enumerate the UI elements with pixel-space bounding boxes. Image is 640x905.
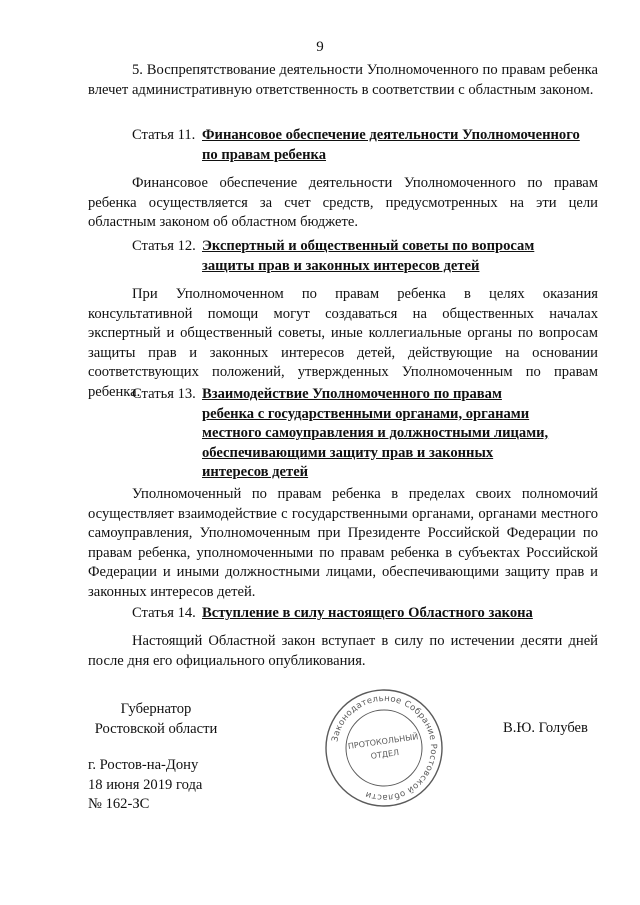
governor-position	[88, 700, 224, 739]
article-11-title	[202, 126, 602, 165]
article-14-title-line: Вступление в силу настоящего Областного закона	[202, 605, 533, 621]
article-13-title-line: обеспечивающими защиту прав и законных	[202, 444, 494, 461]
seal-ring-textpath: Законодательное Собрание Ростовской области	[330, 693, 439, 803]
article-11-text: Финансовое обеспечение деятельности Уполномоченного по правам ребенка осуществляется за счет средств, предусмотренных на эти цели областным законом об областном бюджете.	[88, 175, 598, 230]
article-14-title	[202, 604, 602, 624]
seal-outer-ring	[326, 690, 442, 806]
article-13-title-line: интересов детей	[202, 464, 309, 480]
position-line: Губернатор	[120, 701, 192, 717]
article-14-heading	[132, 604, 602, 624]
article-12-title-line: Экспертный и общественный советы по вопросам	[202, 238, 535, 254]
article-13-text: Уполномоченный по правам ребенка в пределах своих полномочий осуществляет взаимодействие с государственными органами, органами местного самоуправления, Уполномоченным при Президенте Российской Федерации по правам ребенка, уполномоченными по правам ребенка в субъектах Российской Федерации и иными должностными лицами, обеспечивающими защиту прав и законных интересов детей.	[88, 486, 598, 600]
article-12-heading	[132, 237, 602, 276]
article-13-title-line: ребенка с государственными органами, органами	[202, 405, 530, 422]
law-place: г. Ростов-на-Дону	[88, 757, 199, 773]
article-14-label: Статья 14.	[132, 605, 196, 621]
paragraph-5: 5. Воспрепятствование деятельности Уполномоченного по правам ребенка влечет административную ответственность в соответствии с областным законом.	[88, 62, 598, 98]
signatory-name-text: В.Ю. Голубев	[503, 720, 588, 736]
article-13-label: Статья 13.	[132, 386, 196, 402]
article-13-title-line: Взаимодействие Уполномоченного по правам	[202, 386, 502, 402]
law-number: № 162-ЗС	[88, 796, 150, 812]
article-12-title	[202, 237, 602, 276]
article-13-title	[202, 385, 602, 483]
seal-center-line1: ПРОТОКОЛЬНЫЙ	[347, 732, 419, 751]
page-number: 9	[316, 39, 324, 55]
position-line: Ростовской области	[94, 720, 218, 737]
article-11-title-line: Финансовое обеспечение деятельности Уполномоченного	[202, 127, 580, 143]
seal-center-line2: ОТДЕЛ	[370, 747, 400, 761]
article-12-label: Статья 12.	[132, 238, 196, 254]
law-date: 18 июня 2019 года	[88, 776, 203, 793]
article-12-text: При Уполномоченном по правам ребенка в целях оказания консультативной помощи могут создаваться на общественных началах экспертный и общественный советы, иные коллегиальные органы по вопросам защиты прав и законных интересов детей, действующие на основании соответствующих положений, утвержденных Уполномоченным по правам ребенка.	[88, 286, 598, 400]
official-seal	[322, 686, 446, 810]
article-11-label: Статья 11.	[132, 127, 196, 143]
article-11-title-line: по правам ребенка	[202, 146, 327, 163]
signatory-name	[503, 719, 588, 739]
article-14-text: Настоящий Областной закон вступает в силу по истечении десяти дней после дня его официального опубликования.	[88, 633, 598, 669]
article-13-title-line: местного самоуправления и должностными лицами,	[202, 425, 549, 441]
article-13-heading	[132, 385, 602, 483]
article-11-heading	[132, 126, 602, 165]
law-details	[88, 756, 202, 815]
article-12-title-line: защиты прав и законных интересов детей	[202, 257, 480, 274]
